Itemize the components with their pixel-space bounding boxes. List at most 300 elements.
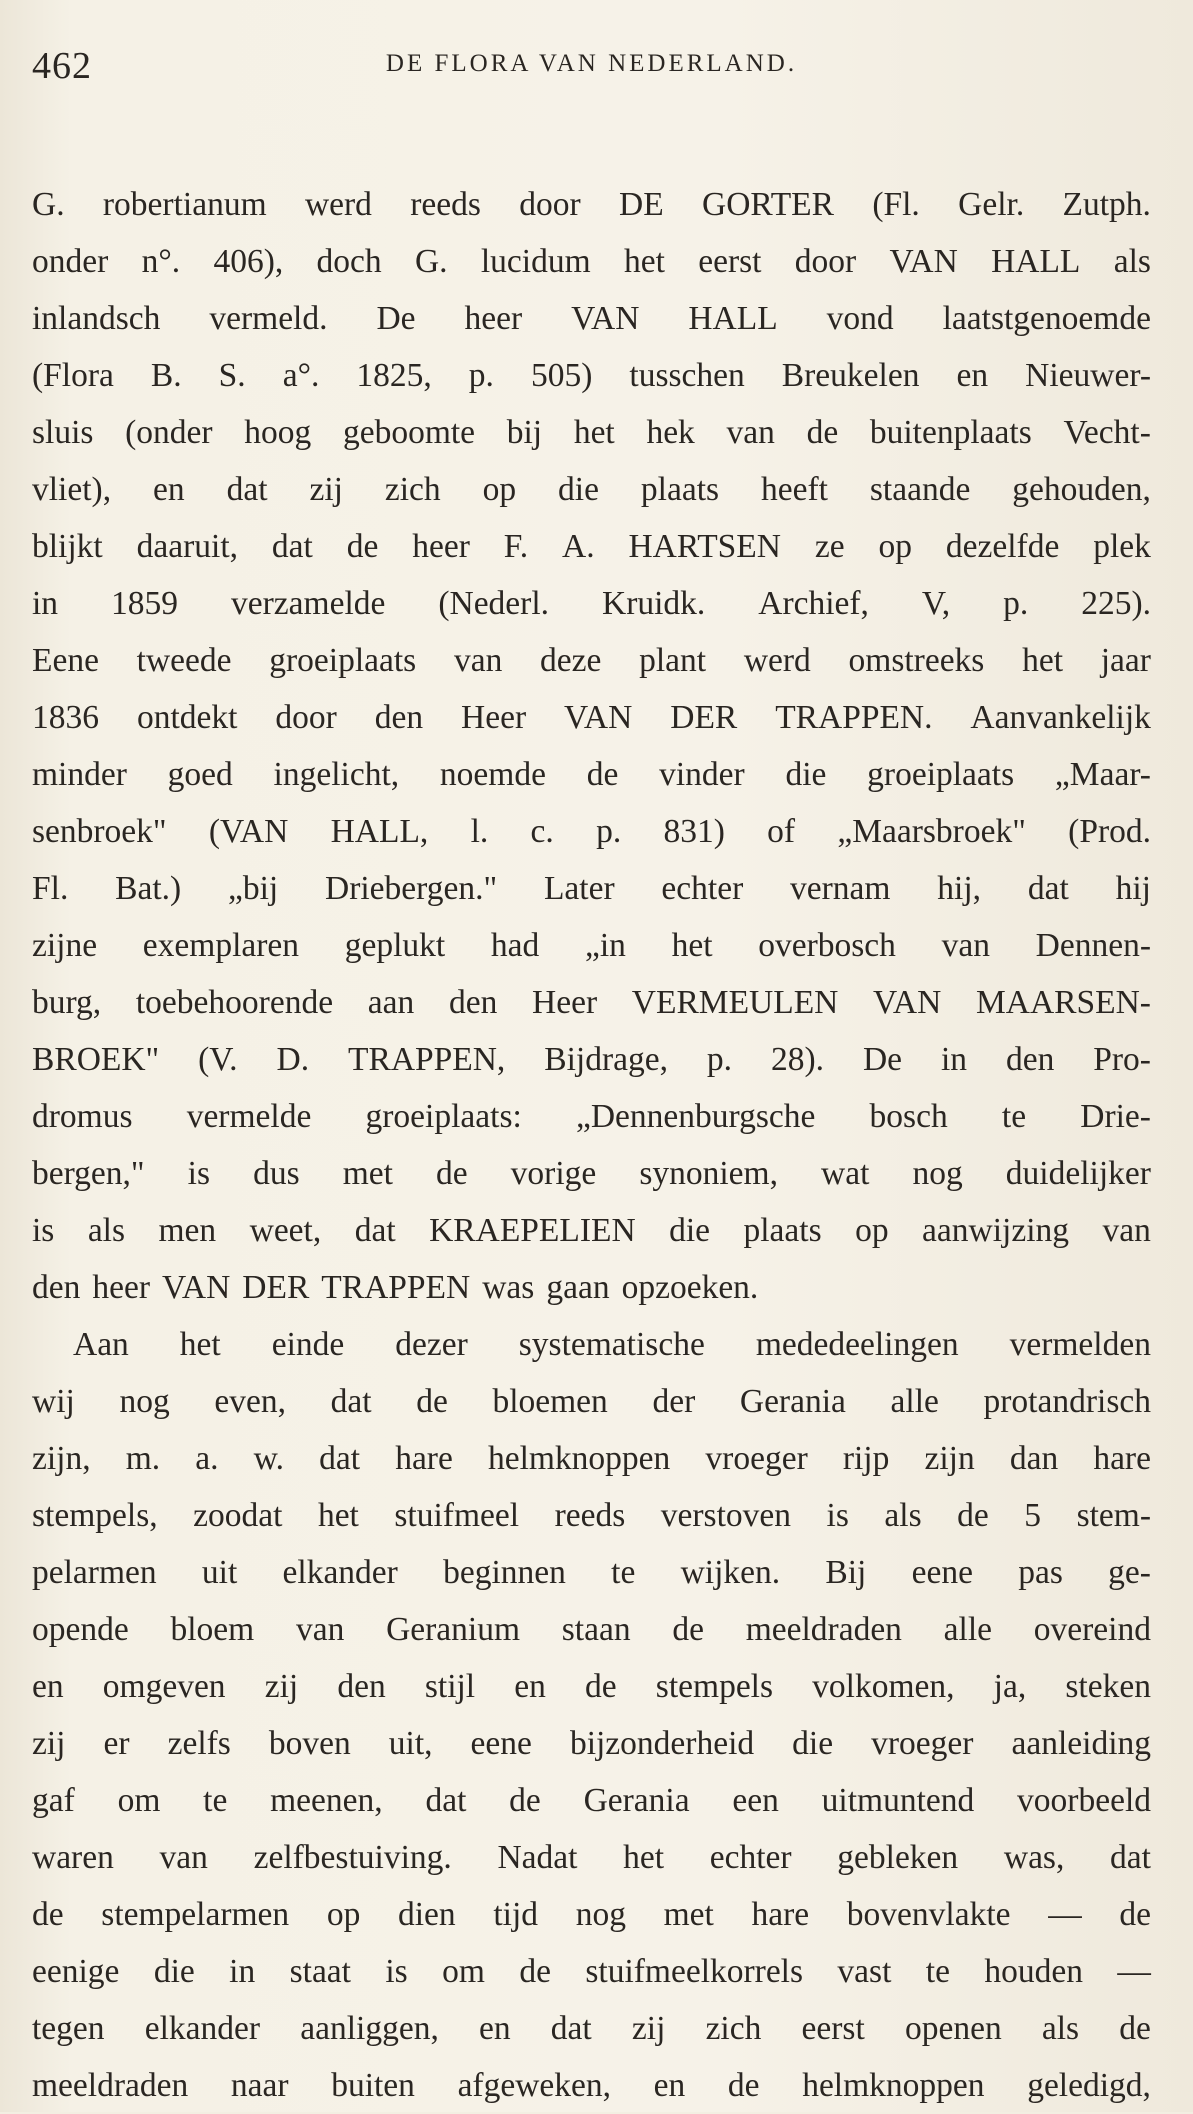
- word: vond: [826, 300, 894, 337]
- word: rijp: [842, 1440, 890, 1477]
- word: als: [884, 1497, 922, 1534]
- word: 5: [1024, 1497, 1042, 1534]
- word: zij: [309, 471, 343, 508]
- word: eerst: [698, 243, 762, 280]
- word: naar: [230, 2067, 289, 2104]
- word: zelfbestuiving.: [253, 1839, 452, 1876]
- word: 28).: [770, 1041, 825, 1078]
- text-line: [32, 176, 1151, 233]
- word: HALL,: [330, 813, 429, 850]
- word: w.: [253, 1440, 285, 1477]
- word: geplukt: [344, 927, 446, 964]
- word: de: [1119, 2010, 1151, 2047]
- word: onder: [32, 243, 109, 280]
- word: deze: [540, 642, 602, 679]
- word: door: [275, 699, 337, 736]
- word: alle: [943, 1611, 993, 1648]
- word: blijkt: [32, 528, 103, 565]
- word: Breukelen: [781, 357, 920, 394]
- word: a°.: [282, 357, 320, 394]
- word: alle: [890, 1383, 939, 1420]
- word: Drie-: [1080, 1098, 1151, 1135]
- word: Dennen-: [1035, 927, 1151, 964]
- word: hij,: [937, 870, 982, 907]
- word: verzamelde: [231, 585, 386, 622]
- word: toebehoorende: [135, 984, 334, 1021]
- word: hij: [1115, 870, 1151, 907]
- word: die: [785, 756, 827, 793]
- word: dezer: [395, 1326, 468, 1363]
- word: vliet),: [32, 471, 112, 508]
- text-line: [32, 1772, 1151, 1829]
- word: TRAPPEN,: [348, 1041, 506, 1078]
- text-line: [32, 689, 1151, 746]
- word: elkander: [282, 1554, 398, 1591]
- word: HALL: [688, 300, 778, 337]
- text-line: [32, 974, 1151, 1031]
- word: stempels: [655, 1668, 774, 1705]
- word: zij: [264, 1668, 299, 1705]
- word: p.: [706, 1041, 733, 1078]
- word: hoog: [244, 414, 312, 451]
- word: het: [573, 414, 615, 451]
- word: robertianum: [102, 186, 267, 223]
- word: buitenplaats: [869, 414, 1032, 451]
- word: nog: [575, 1896, 626, 1933]
- word: de: [346, 528, 379, 565]
- word: de: [1119, 1896, 1151, 1933]
- word: heeft: [761, 471, 828, 508]
- word: hare: [395, 1440, 453, 1477]
- word: van: [1102, 1212, 1151, 1249]
- word: stempels,: [32, 1497, 158, 1534]
- word: HALL: [991, 243, 1081, 280]
- word: een: [732, 1782, 779, 1819]
- text-line: [32, 1658, 1151, 1715]
- word: vermelden: [1009, 1326, 1151, 1363]
- word: eene: [911, 1554, 973, 1591]
- word: tusschen: [629, 357, 745, 394]
- word: de: [509, 1782, 541, 1819]
- text-line: [32, 860, 1151, 917]
- word: dromus: [32, 1098, 133, 1135]
- word: 1859: [111, 585, 179, 622]
- word: op: [855, 1212, 889, 1249]
- word: vernam: [790, 870, 891, 907]
- word: en: [514, 1668, 546, 1705]
- word: en: [653, 2067, 686, 2104]
- word: echter: [661, 870, 744, 907]
- word: Gerania: [583, 1782, 690, 1819]
- word: stempelarmen: [101, 1896, 290, 1933]
- text-line: [32, 1715, 1151, 1772]
- word: Heer: [532, 984, 598, 1021]
- word: plaats: [743, 1212, 822, 1249]
- word: (V.: [198, 1041, 238, 1078]
- word: zijn,: [32, 1440, 91, 1477]
- word: had: [490, 927, 540, 964]
- word: dus: [253, 1155, 300, 1192]
- word: Kruidk.: [602, 585, 706, 622]
- word: (VAN: [208, 813, 289, 850]
- word: a.: [195, 1440, 219, 1477]
- word: reeds: [410, 186, 481, 223]
- word: op: [482, 471, 517, 508]
- word: en: [32, 1668, 64, 1705]
- text-line: [32, 575, 1151, 632]
- body-text: [32, 176, 1151, 2114]
- word: Gelr.: [958, 186, 1025, 223]
- word: houden: [984, 1953, 1083, 1990]
- word: die: [153, 1953, 195, 1990]
- word: door: [794, 243, 857, 280]
- word: gaan: [546, 1269, 610, 1306]
- word: Archief,: [758, 585, 869, 622]
- word: De: [862, 1041, 903, 1078]
- word: „bij: [227, 870, 279, 907]
- word: meenen,: [270, 1782, 383, 1819]
- word: MAARSEN-: [976, 984, 1151, 1021]
- word: Heer: [461, 699, 527, 736]
- text-line: [32, 1145, 1151, 1202]
- word: vast: [837, 1953, 892, 1990]
- word: volkomen,: [812, 1668, 955, 1705]
- word: was,: [1003, 1839, 1065, 1876]
- word: DER: [242, 1269, 310, 1306]
- word: bijzonderheid: [569, 1725, 755, 1762]
- word: waren: [32, 1839, 114, 1876]
- word: hare: [751, 1896, 810, 1933]
- word: dat: [271, 528, 313, 565]
- word: den: [448, 984, 498, 1021]
- word: bovenvlakte: [846, 1896, 1011, 1933]
- word: groeiplaats: [269, 642, 417, 679]
- word: er: [103, 1725, 130, 1762]
- word: 406),: [213, 243, 284, 280]
- word: is: [826, 1497, 849, 1534]
- word: protandrisch: [983, 1383, 1151, 1420]
- text-line: [32, 518, 1151, 575]
- word: zelfs: [167, 1725, 231, 1762]
- word: (Flora: [32, 357, 114, 394]
- word: vorige: [510, 1155, 597, 1192]
- word: eerst: [801, 2010, 865, 2047]
- word: bij: [506, 414, 543, 451]
- word: de: [727, 2067, 760, 2104]
- word: gaf: [32, 1782, 75, 1819]
- word: overbosch: [758, 927, 896, 964]
- word: geledigd,: [1027, 2067, 1151, 2104]
- word: Bij: [825, 1554, 867, 1591]
- word: het: [623, 243, 665, 280]
- word: met: [342, 1155, 393, 1192]
- text-line: [32, 233, 1151, 290]
- word: uitmuntend: [821, 1782, 975, 1819]
- word: elkander: [144, 2010, 261, 2047]
- word: 505): [530, 357, 593, 394]
- word: tweede: [136, 642, 232, 679]
- text-line: [32, 1259, 1151, 1316]
- word: hare: [1093, 1440, 1151, 1477]
- word: plant: [639, 642, 707, 679]
- word: en: [479, 2010, 511, 2047]
- word: bergen,": [32, 1155, 145, 1192]
- word: de: [32, 1896, 64, 1933]
- word: weet,: [249, 1212, 322, 1249]
- word: omgeven: [102, 1668, 226, 1705]
- word: l.: [470, 813, 489, 850]
- word: nog: [912, 1155, 963, 1192]
- word: de: [806, 414, 839, 451]
- word: VAN: [162, 1269, 231, 1306]
- word: de: [585, 1668, 617, 1705]
- text-line: [32, 290, 1151, 347]
- word: Vecht-: [1063, 414, 1151, 451]
- word: vermeld.: [209, 300, 328, 337]
- word: p.: [596, 813, 622, 850]
- text-line: [32, 1031, 1151, 1088]
- word: laatstgenoemde: [942, 300, 1151, 337]
- word: (onder: [125, 414, 213, 451]
- word: DER: [670, 699, 738, 736]
- text-line: [32, 1544, 1151, 1601]
- word: als: [87, 1212, 126, 1249]
- text-line: [32, 1088, 1151, 1145]
- word: p.: [1003, 585, 1029, 622]
- word: aanwijzing: [922, 1212, 1070, 1249]
- word: Fl.: [32, 870, 69, 907]
- word: F.: [503, 528, 529, 565]
- word: de: [586, 756, 619, 793]
- word: vermelde: [186, 1098, 312, 1135]
- text-line: [32, 1943, 1151, 2000]
- text-line: [32, 2000, 1151, 2057]
- word: Zutph.: [1062, 186, 1151, 223]
- word: eene: [470, 1725, 532, 1762]
- word: tegen: [32, 2010, 105, 2047]
- word: G.: [32, 186, 65, 223]
- word: (Prod.: [1068, 813, 1151, 850]
- word: zijne: [32, 927, 98, 964]
- word: dat: [550, 2010, 592, 2047]
- word: helmknoppen: [487, 1440, 671, 1477]
- word: Later: [543, 870, 615, 907]
- word: de: [435, 1155, 468, 1192]
- word: dat: [1110, 1839, 1151, 1876]
- word: heer: [412, 528, 470, 565]
- word: Gerania: [739, 1383, 846, 1420]
- word: verstoven: [660, 1497, 792, 1534]
- word: is: [32, 1212, 55, 1249]
- text-line: [32, 1202, 1151, 1259]
- word: openen: [904, 2010, 1002, 2047]
- word: zoodat: [193, 1497, 283, 1534]
- word: TRAPPEN.: [775, 699, 933, 736]
- word: KRAEPELIEN: [429, 1212, 636, 1249]
- word: HARTSEN: [628, 528, 781, 565]
- word: zij: [631, 2010, 666, 2047]
- word: dat: [226, 471, 268, 508]
- word: heer: [464, 300, 523, 337]
- word: Bat.): [115, 870, 182, 907]
- word: werd: [743, 642, 811, 679]
- word: echter: [709, 1839, 792, 1876]
- word: het: [179, 1326, 221, 1363]
- word: zich: [384, 471, 441, 508]
- text-line: [32, 1829, 1151, 1886]
- word: dat: [354, 1212, 396, 1249]
- text-line: [32, 1886, 1151, 1943]
- word: synoniem,: [639, 1155, 778, 1192]
- word: boven: [268, 1725, 351, 1762]
- word: als: [1041, 2010, 1080, 2047]
- text-line: [32, 1487, 1151, 1544]
- word: het: [671, 927, 713, 964]
- word: aan: [367, 984, 415, 1021]
- word: ja,: [993, 1668, 1027, 1705]
- word: BROEK": [32, 1041, 160, 1078]
- word: ontdekt: [136, 699, 238, 736]
- word: V,: [921, 585, 951, 622]
- word: mededeelingen: [755, 1326, 959, 1363]
- word: en: [956, 357, 989, 394]
- word: D.: [276, 1041, 310, 1078]
- word: Nieuwer-: [1025, 357, 1151, 394]
- word: was: [482, 1269, 535, 1306]
- text-line: [32, 404, 1151, 461]
- word: die: [669, 1212, 711, 1249]
- word: opzoeken.: [621, 1269, 759, 1306]
- word: inlandsch: [32, 300, 161, 337]
- word: de: [416, 1383, 448, 1420]
- word: pelarmen: [32, 1554, 157, 1591]
- word: der: [652, 1383, 696, 1420]
- word: (Nederl.: [438, 585, 550, 622]
- word: het: [317, 1497, 359, 1534]
- word: tijd: [493, 1896, 539, 1933]
- word: van: [453, 642, 503, 679]
- word: Nadat: [497, 1839, 578, 1876]
- word: van: [295, 1611, 345, 1648]
- word: meeldraden: [32, 2067, 189, 2104]
- word: TRAPPEN: [321, 1269, 471, 1306]
- word: staat: [289, 1953, 351, 1990]
- word: pas: [1018, 1554, 1063, 1591]
- word: uit,: [388, 1725, 433, 1762]
- word: VAN: [889, 243, 958, 280]
- word: De: [376, 300, 416, 337]
- word: buiten: [331, 2067, 415, 2104]
- word: men: [158, 1212, 217, 1249]
- word: steken: [1065, 1668, 1151, 1705]
- word: „Dennenburgsche: [575, 1098, 816, 1135]
- word: in: [940, 1041, 968, 1078]
- word: VERMEULEN: [631, 984, 839, 1021]
- word: ze: [814, 528, 845, 565]
- word: wij: [32, 1383, 75, 1420]
- word: Aanvankelijk: [970, 699, 1151, 736]
- word: —: [1117, 1953, 1151, 1990]
- word: afgeweken,: [457, 2067, 612, 2104]
- word: den: [374, 699, 424, 736]
- word: te: [925, 1953, 950, 1990]
- word: is: [385, 1953, 408, 1990]
- word: systematische: [518, 1326, 705, 1363]
- word: de: [957, 1497, 989, 1534]
- word: om: [442, 1953, 485, 1990]
- word: p.: [468, 357, 494, 394]
- word: burg,: [32, 984, 102, 1021]
- word: dezelfde: [945, 528, 1060, 565]
- word: 831): [663, 813, 725, 850]
- word: reeds: [554, 1497, 626, 1534]
- text-line: [32, 917, 1151, 974]
- word: dat: [319, 1440, 361, 1477]
- text-line: [32, 1430, 1151, 1487]
- word: lucidum: [480, 243, 591, 280]
- word: dien: [398, 1896, 456, 1933]
- word: Driebergen.": [325, 870, 498, 907]
- word: vroeger: [705, 1440, 808, 1477]
- word: ingelicht,: [273, 756, 400, 793]
- word: Eene: [32, 642, 99, 679]
- word: wat: [821, 1155, 870, 1192]
- word: geboomte: [342, 414, 476, 451]
- word: staan: [561, 1611, 631, 1648]
- word: 1825,: [356, 357, 432, 394]
- word: —: [1048, 1896, 1082, 1933]
- word: dat: [1027, 870, 1069, 907]
- word: stuifmeel: [394, 1497, 520, 1534]
- word: stijl: [424, 1668, 476, 1705]
- text-line: [32, 461, 1151, 518]
- word: den: [32, 1269, 81, 1306]
- word: meeldraden: [745, 1611, 902, 1648]
- word: in: [32, 585, 59, 622]
- word: stem-: [1076, 1497, 1151, 1534]
- word: doch: [316, 243, 382, 280]
- word: en: [153, 471, 185, 508]
- word: zijn: [924, 1440, 975, 1477]
- page-number: 462: [32, 45, 92, 87]
- word: Geranium: [386, 1611, 521, 1648]
- text-line: [32, 1601, 1151, 1658]
- text-line: [32, 347, 1151, 404]
- word: A.: [562, 528, 595, 565]
- word: VAN: [571, 300, 640, 337]
- word: de: [672, 1611, 704, 1648]
- word: voorbeeld: [1017, 1782, 1151, 1819]
- word: te: [203, 1782, 228, 1819]
- word: minder: [32, 756, 127, 793]
- word: bloemen: [492, 1383, 608, 1420]
- page-header: [32, 44, 1151, 104]
- text-line: [32, 746, 1151, 803]
- word: van: [941, 927, 990, 964]
- word: GORTER: [702, 186, 834, 223]
- word: hek: [646, 414, 695, 451]
- word: stuifmeelkorrels: [585, 1953, 804, 1990]
- word: aanliggen,: [300, 2010, 439, 2047]
- word: den: [337, 1668, 386, 1705]
- word: n°.: [141, 243, 181, 280]
- word: sluis: [32, 414, 94, 451]
- word: einde: [271, 1326, 345, 1363]
- word: als: [1113, 243, 1151, 280]
- word: op: [878, 528, 912, 565]
- word: senbroek": [32, 813, 167, 850]
- word: Pro-: [1093, 1041, 1151, 1078]
